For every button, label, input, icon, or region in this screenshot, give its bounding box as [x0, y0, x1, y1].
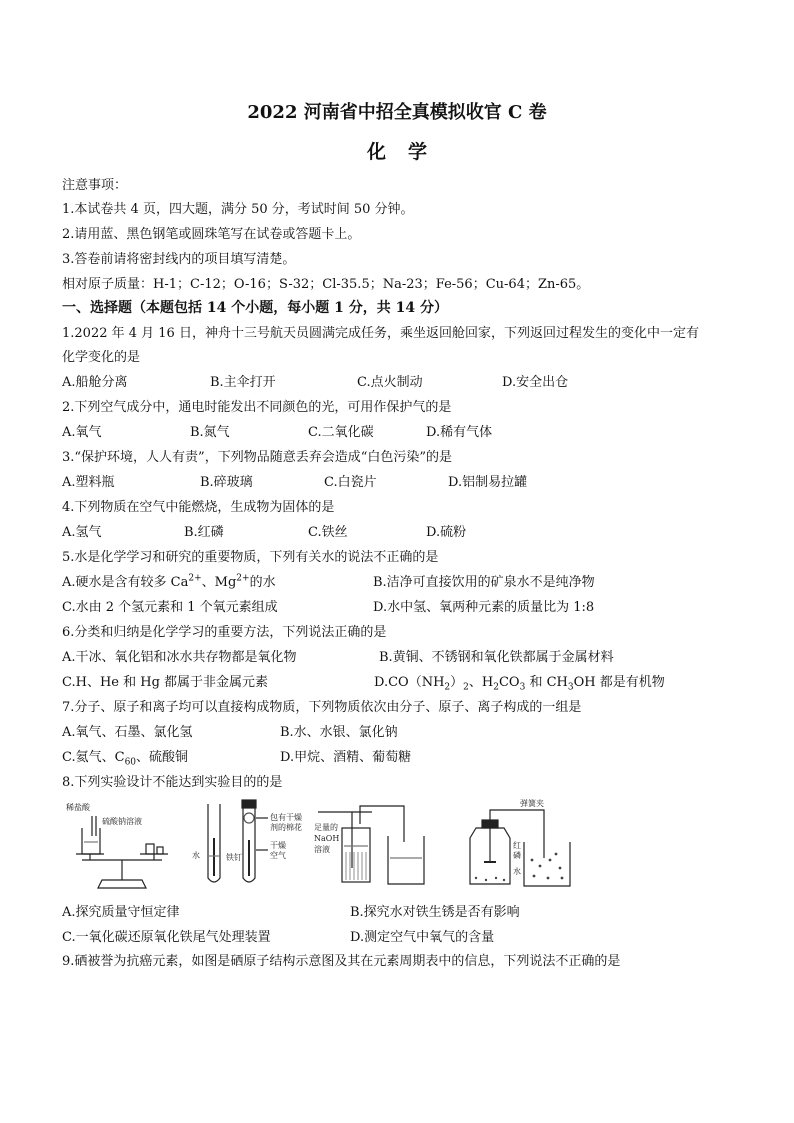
q8-option-c[interactable]: C.一氧化碳还原氧化铁尾气处理装置	[62, 930, 271, 945]
q6-d-pre: D.CO（NH	[374, 675, 445, 690]
q8-stem: 8.下列实验设计不能达到实验目的的是	[62, 775, 283, 790]
q5-option-c[interactable]: C.水由 2 个氢元素和 1 个氧元素组成	[62, 600, 278, 615]
q6-d-mid2: 、H	[468, 675, 494, 690]
f4-label-c: 水	[513, 867, 521, 876]
f2-label-a: 包有干燥	[270, 813, 302, 822]
q6-d-post: 和 CH	[525, 675, 568, 690]
q9-stem: 9.硒被誉为抗癌元素，如图是硒原子结构示意图及其在元素周期表中的信息，下列说法不正确的是	[62, 954, 621, 969]
f2-label-d: 空气	[270, 851, 286, 860]
q7-option-c[interactable]	[62, 749, 188, 767]
q5-option-a[interactable]	[62, 574, 276, 592]
note-item-1: 1.本试卷共 4 页，四大题，满分 50 分，考试时间 50 分钟。	[62, 202, 414, 217]
q7-stem: 7.分子、原子和离子均可以直接构成物质，下列物质依次由分子、原子、离子构成的一组是	[62, 700, 582, 715]
q7-option-d[interactable]: D.甲烷、酒精、葡萄糖	[280, 750, 412, 765]
f2-label-nail: 铁钉	[226, 853, 242, 862]
q5-option-d[interactable]: D.水中氢、氧两种元素的质量比为 1:8	[373, 600, 595, 615]
f3-label-a: 足量的	[314, 823, 338, 832]
q7-option-a[interactable]: A.氧气、石墨、氯化氢	[62, 725, 193, 740]
q6-option-a[interactable]: A.干冰、氧化铝和冰水共存物都是氧化物	[62, 650, 297, 665]
q6-option-c[interactable]: C.H、He 和 Hg 都属于非金属元素	[62, 675, 269, 690]
q1-option-d[interactable]: D.安全出仓	[502, 375, 569, 390]
f1-label-acid: 稀盐酸	[66, 803, 90, 812]
q1-stem-line2: 化学变化的是	[62, 350, 141, 365]
weight-icon	[146, 844, 154, 854]
q2-option-a[interactable]: A.氧气	[62, 425, 102, 440]
q6-d-sub2: 2	[463, 682, 469, 693]
q4-option-a[interactable]: A.氢气	[62, 525, 102, 540]
f4-label-clip: 弹簧夹	[520, 799, 544, 808]
q8-option-b[interactable]: B.探究水对铁生锈是否有影响	[350, 905, 520, 920]
note-item-2: 2.请用蓝、黑色钢笔或圆珠笔写在试卷或答题卡上。	[62, 227, 361, 242]
q8-option-d[interactable]: D.测定空气中氧气的含量	[350, 930, 495, 945]
q6-stem: 6.分类和归纳是化学学习的重要方法，下列说法正确的是	[62, 625, 387, 640]
q5-a-mid: 、Mg	[201, 575, 237, 590]
f2-label-b: 剂的棉花	[270, 823, 302, 832]
q5-a-pre: A.硬水是含有较多 Ca	[62, 575, 189, 590]
f3-label-b: NaOH	[314, 834, 340, 843]
q6-d-end: OH 都是有机物	[573, 675, 665, 690]
q5-a-sup1: 2+	[188, 573, 202, 584]
q7-c-sub: 60	[124, 757, 137, 768]
q6-d-sub3: 2	[493, 682, 499, 693]
f4-label-b: 磷	[513, 851, 521, 860]
cotton-icon	[244, 813, 254, 823]
q3-stem: 3.“保护环境，人人有责”，下列物品随意丢弃会造成“白色污染”的是	[62, 450, 452, 465]
q4-option-d[interactable]: D.硫粉	[426, 525, 467, 540]
q6-d-mid3: CO	[498, 675, 520, 690]
subject-title: 化学	[366, 141, 449, 163]
notes-label: 注意事项：	[62, 178, 128, 193]
q8-figure-co-treatment	[312, 798, 442, 894]
q7-c-pre: C.氦气、C	[62, 750, 125, 765]
balance-base	[98, 880, 146, 888]
q8-figure-balance	[62, 798, 182, 894]
q7-c-post: 、硫酸铜	[136, 750, 189, 765]
q2-option-c[interactable]: C.二氧化碳	[308, 425, 374, 440]
q8-option-a[interactable]: A.探究质量守恒定律	[62, 905, 180, 920]
q5-a-sup2: 2+	[236, 573, 250, 584]
q6-d-sub4: 3	[519, 682, 526, 693]
q1-option-b[interactable]: B.主伞打开	[210, 375, 276, 390]
q6-d-mid1: ）	[450, 675, 464, 690]
note-item-3: 3.答卷前请将密封线内的项目填写清楚。	[62, 252, 296, 267]
f1-label-solution: 硫酸钠溶液	[102, 817, 142, 826]
beaker-icon-2	[388, 836, 424, 884]
q5-a-post: 的水	[249, 575, 276, 590]
f3-label-c: 溶液	[314, 845, 330, 854]
exam-title: 2022 河南省中招全真模拟收官 C 卷	[247, 102, 547, 123]
q8-figures	[62, 798, 582, 894]
q6-option-b[interactable]: B.黄铜、不锈钢和氧化铁都属于金属材料	[379, 650, 614, 665]
q4-option-c[interactable]: C.铁丝	[308, 525, 348, 540]
beaker-icon	[82, 828, 100, 854]
q8-figure-oxygen	[460, 798, 582, 894]
q6-d-sub5: 3	[567, 682, 574, 693]
section-1-heading: 一、选择题（本题包括 14 个小题，每小题 1 分，共 14 分）	[62, 300, 448, 316]
q3-option-a[interactable]: A.塑料瓶	[62, 475, 115, 490]
q7-option-b[interactable]: B.水、水银、氯化钠	[280, 725, 398, 740]
q2-option-d[interactable]: D.稀有气体	[426, 425, 493, 440]
q6-d-sub1: 2	[444, 682, 451, 693]
stopper-icon	[242, 800, 256, 808]
q4-option-b[interactable]: B.红磷	[184, 525, 224, 540]
beaker-icon-3	[524, 842, 570, 886]
q2-stem: 2.下列空气成分中，通电时能发出不同颜色的光，可用作保护气的是	[62, 400, 452, 415]
f2-label-c: 干燥	[270, 841, 286, 850]
q8-figure-rust	[190, 798, 310, 894]
q2-option-b[interactable]: B.氮气	[190, 425, 230, 440]
atomic-mass-line: 相对原子质量：H-1；C-12；O-16；S-32；Cl-35.5；Na-23；Fe-56；Cu-64；Zn-65。	[62, 277, 590, 292]
q3-option-c[interactable]: C.白瓷片	[324, 475, 377, 490]
q3-option-d[interactable]: D.铝制易拉罐	[448, 475, 528, 490]
q1-option-c[interactable]: C.点火制动	[357, 375, 423, 390]
q1-option-a[interactable]: A.船舱分离	[62, 375, 128, 390]
q1-stem-line1: 1.2022 年 4 月 16 日，神舟十三号航天员圆满完成任务，乘坐返回舱回家，下列返回过程发生的变化中一定有	[62, 326, 699, 341]
q6-option-d[interactable]	[374, 674, 665, 692]
q3-option-b[interactable]: B.碎玻璃	[200, 475, 253, 490]
q4-stem: 4.下列物质在空气中能燃烧，生成物为固体的是	[62, 500, 335, 515]
q5-option-b[interactable]: B.洁净可直接饮用的矿泉水不是纯净物	[373, 575, 595, 590]
q5-stem: 5.水是化学学习和研究的重要物质，下列有关水的说法不正确的是	[62, 550, 439, 565]
f4-label-a: 红	[513, 841, 521, 850]
f2-label-water: 水	[192, 851, 200, 860]
